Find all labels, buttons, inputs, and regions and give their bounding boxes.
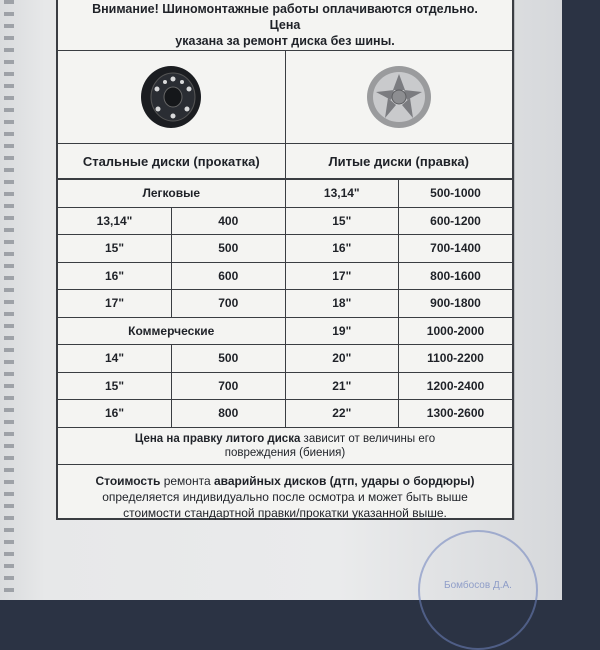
alloy-price: 700-1400 (399, 235, 513, 263)
steel-size: 17" (58, 290, 172, 318)
alloy-size: 19" (285, 317, 399, 345)
steel-price: 800 (172, 400, 286, 428)
table-row (58, 262, 512, 290)
steel-price: 500 (172, 345, 286, 373)
alloy-price: 1200-2400 (399, 372, 513, 400)
alloy-size: 18" (285, 290, 399, 318)
notice (58, 0, 512, 51)
stamp-text: Бомбосов Д.А. (444, 580, 512, 591)
passenger-label: Легковые (58, 180, 285, 208)
note-bold: Цена на правку литого диска (134, 432, 301, 445)
alloy-price: 1100-2200 (399, 345, 513, 373)
steel-price: 500 (172, 235, 286, 263)
alloy-size: 17" (285, 262, 399, 290)
alloy-size: 15" (285, 207, 399, 235)
alloy-price: 900-1800 (399, 290, 513, 318)
alloy-wheel-icon (359, 62, 439, 132)
table-row (58, 400, 512, 428)
steel-wheel-icon (131, 62, 211, 132)
table-row (58, 180, 512, 208)
table-row (58, 235, 512, 263)
steel-price: 600 (172, 262, 286, 290)
steel-size: 13,14" (58, 207, 172, 235)
alloy-price: 1000-2000 (399, 317, 513, 345)
table-row (58, 372, 512, 400)
footer-text (58, 465, 512, 521)
steel-size: 16" (58, 262, 172, 290)
footer-part-2: ремонта (160, 473, 214, 488)
alloy-size: 16" (285, 235, 399, 263)
steel-price: 700 (172, 372, 286, 400)
table-row (58, 290, 512, 318)
alloy-size: 20" (285, 345, 399, 373)
price-sheet (56, 0, 515, 520)
alloy-price: 500-1000 (399, 180, 513, 208)
table-row (58, 345, 512, 373)
table-row (58, 207, 512, 235)
column-headers (58, 144, 512, 179)
price-table (58, 179, 512, 428)
note-rest: зависит от величины его повреждения (биения) (224, 432, 436, 459)
steel-size: 15" (58, 235, 172, 263)
footer-part-1: Стоимость (95, 473, 161, 488)
steel-price: 700 (172, 290, 286, 318)
alloy-price: 1300-2600 (399, 400, 513, 428)
wheel-images (58, 51, 512, 144)
stamp (418, 530, 538, 650)
notice-line-2: указана за ремонт диска без шины. (175, 34, 395, 48)
alloy-price: 800-1600 (399, 262, 513, 290)
table-row (58, 317, 512, 345)
steel-size: 15" (58, 372, 172, 400)
alloy-size: 22" (285, 400, 399, 428)
steel-size: 16" (58, 400, 172, 428)
notice-line-1: Внимание! Шиномонтажные работы оплачиваются отдельно. Цена (92, 2, 478, 32)
steel-header: Стальные диски (прокатка) (58, 144, 286, 178)
footer-part-4: определяется индивидуально после осмотра и может быть выше стоимости стандартной правки/прокатки указанной выше. (102, 489, 468, 520)
alloy-price: 600-1200 (399, 207, 513, 235)
commercial-label: Коммерческие (58, 317, 285, 345)
footer-part-3: аварийных дисков (дтп, удары о бордюры) (213, 473, 475, 488)
alloy-size: 13,14" (285, 180, 399, 208)
punch-holes (4, 0, 14, 600)
alloy-size: 21" (285, 372, 399, 400)
alloy-note (58, 428, 512, 465)
steel-price: 400 (172, 207, 286, 235)
alloy-header: Литые диски (правка) (328, 153, 469, 169)
steel-size: 14" (58, 345, 172, 373)
